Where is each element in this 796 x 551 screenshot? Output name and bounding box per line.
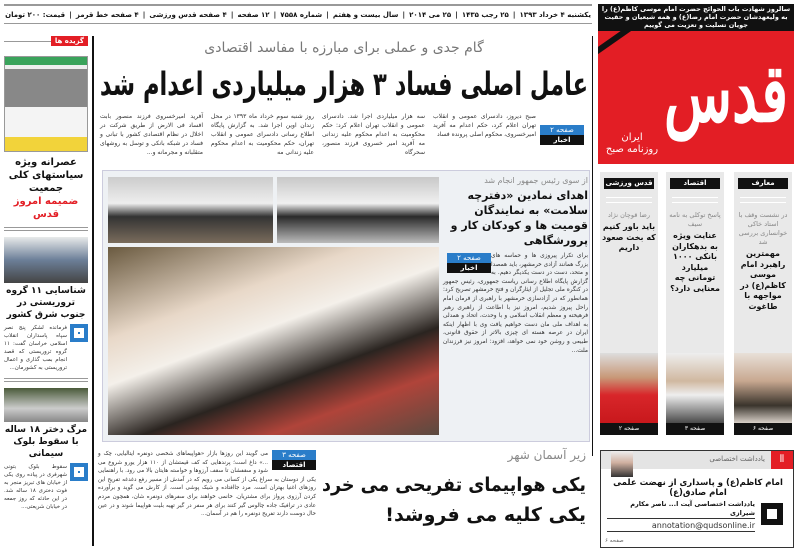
portrait-photo [734, 353, 792, 423]
card-headline: مهمترین راهبرد امام موسی کاظم(ع) در مواجهه با طاغوت [740, 249, 786, 311]
tagline-daily: روزنامه صبح [605, 144, 659, 155]
page-count: ۱۲ صفحه [237, 10, 270, 19]
lead-column: سه هزار میلیاردی اجرا شد. دادسرای عمومی و انقلاب تهران اعلام کرد: حکم محکومیت به اعدام محکوم علیه زندانی مه آفرید امیر خسروی فرزند منصور، سحرگاه [322, 113, 425, 156]
lead-kicker: گام جدی و عملی برای مبارزه با مفاسد اقتصادی [204, 40, 484, 56]
feature-photo-small [277, 177, 439, 243]
feature-kicker: از سوی رئیس جمهور انجام شد [484, 176, 588, 185]
note-page: صفحه ۶ [605, 538, 624, 544]
date-gregorian: ۲۵ می ۲۰۱۴ [409, 10, 452, 19]
feature-body-text: برای تکرار پیروزی ها و حماسه های بزرگ همانند آزادی خرمشهر، باید همصدا و متحد، دست در دست یکدیگر دهیم. به گزارش پایگاه اطلاع رسانی ریاست جمهوری، رئیس جمهور در کنگره ملی تجلیل از ایثارگران و فتح خرمشهر تصریح کرد: همانطور که در آزادسازی خرمشهر با راهبری از فرمان امام راحل پیروز شدیم، امروز نیز با اطاعت از راهبری رهبر فرهیخته و معظم انقلاب اسلامی و با وحدت، اتحاد و همدلی به اهداف ملی مان دست خواهیم یافت وی با اظهار اینکه ایران در عرصه هسته ای چیزی بالاتر از حقوق قانونی، طبیعی و روشن خود نمی خواهد، افزود: امروز نیز فرزندان ملت... [443, 253, 588, 354]
quds-emblem-icon: ⦀ [771, 451, 793, 469]
masthead-logo [598, 31, 794, 164]
item-headline[interactable]: شناسایی ۱۱ گروه تروریستی در جنوب شرق کشور [6, 286, 86, 320]
issue-number: شماره ۷۵۵۸ [280, 10, 323, 19]
badge-section: اخبار [540, 135, 584, 145]
bottom-headline[interactable] [322, 470, 586, 530]
note-headline: امام کاظم(ع) و پاسداری از نهضت علمی امام صادق(ع) [613, 478, 783, 498]
feature-photo-small [108, 177, 273, 243]
bullet-icon [70, 324, 88, 342]
card-tag: قدس ورزشی [605, 179, 653, 187]
item-photo [4, 388, 88, 422]
lead-column: روز شنبه سوم خرداد ماه ۱۳۹۳ در محل زندان اوین اجرا شد. به گزارش پایگاه اطلاع رسانی دادسرای عمومی و انقلاب تهران، حکم محکومیت به اعدام محکوم علیه زندانی مه [211, 113, 315, 156]
headline-line: یکی هواپیمای تفریحی می خرد [322, 474, 586, 496]
column-divider [592, 36, 593, 456]
mourning-notice: سالروز شهادت باب الحوائج حضرت امام موسی کاظم(ع) را به ولیعهدشان حضرت امام رضا(ع) و همه شیعیان و حقیت جویان تسلیت و تعزیت می گوییم [598, 4, 794, 31]
item-body: فرمانده لشکر پنج نصر سپاه پاسداران انقلاب اسلامی خراسان گفت: ۱۱ گروه تروریستی که قصد انجام بمب گذاری و اعمال تروریستی به کشورمان... [4, 325, 67, 371]
lead-column: آفرید امیرخسروی فرزند منصور بابت افساد فی الارض از طریق شرکت در اخلال در نظام اقتصادی کشور با تبانی و فساد در شبکه بانکی و توسل به روشهای متقلبانه و مجرمانه و... [100, 113, 203, 156]
section-badge[interactable] [540, 125, 584, 145]
badge-section: اقتصاد [272, 460, 316, 470]
item-body: سقوط بلوک بتونی شهرفری در پیاده روی یکی از خیابان های تبریز منجر به فوت دختری ۱۸ ساله شد. در این حادثه که روز جمعه در خیابان شریعتی... [4, 464, 68, 510]
quote-icon [761, 503, 783, 525]
supplement-highlight[interactable]: ضمیمه امروز قدس [13, 196, 79, 220]
red-line-pages: ۴ صفحه خط قرمز [75, 10, 139, 19]
date-hijri: ۲۵ رجب ۱۴۳۵ [461, 10, 509, 19]
card-sub: در نشست وقف با استاد خاکی خوانساری بررسی شد [738, 211, 788, 246]
author-photo [611, 451, 633, 477]
feature-photo-main [108, 247, 439, 435]
card-headline: باید باور کنیم که بخت صعود داریم [602, 222, 656, 252]
volume: سال بیست و هفتم [332, 10, 399, 19]
note-byline: یادداشت اختصاصی آیت ا... ناصر مکارم شیرازی [607, 500, 755, 519]
note-email[interactable]: annotation@qudsonline.ir [607, 520, 755, 532]
lead-headline[interactable]: عامل اصلی فساد ۳ هزار میلیاردی اعدام شد [99, 65, 588, 103]
mourning-ribbon [598, 31, 643, 63]
headline-line: یکی کلیه می فروشد! [385, 504, 586, 526]
card-sub: رضا قوچان نژاد [607, 211, 651, 219]
bottom-body-text: می گویند این روزها بازار «هواپیماهای شخصی دونفره ایتالیایی، چک و ...» داغ است؛ پرندهایی که کف قیمتشان از ۱۱۰ هزار یورو شروع می شود و سقفشان تا سقف آرزوها و خواسته هایتان بالا می رود. با راهنمایی یکی از دوستان به سراغ یکی از کسانی می رویم که در آمدش از مسیر رفع دغدغه تفریح این روزهای اغنیا بهتران است. مرد جاافتاده و شیک پوشی است. از کارش می گوید و برآورده کردن آرزوی پرواز برای مشتریان. خانمی خواهند برای سفرهای دونفره شان، همچون مردم عادی در ترافیک جاده چالوس گیر کنند برای هر سفر در گیر تهیه بلیت هواپیما شوند و در عین حال دوست دارند تفریح دونفره را هم در آسمان... [98, 451, 316, 518]
editorial-note[interactable] [600, 450, 794, 548]
badge-page: صفحه ۲ [447, 253, 491, 263]
badge-page: صفحه ۳ [272, 450, 316, 460]
bottom-body [98, 450, 316, 519]
note-label: یادداشت اختصاصی [709, 455, 765, 463]
column-divider [92, 36, 94, 546]
lead-column: صبح دیروز، دادسرای عمومی و انقلاب تهران اعلام کرد، حکم اعدام مه آفرید امیرخسروی، محکوم اصلی پرونده فساد [433, 113, 536, 138]
card-headline: عنایت ویژه به بدهکاران بانکی ۱۰۰۰ میلیارد تومانی چه معنایی دارد؟ [670, 231, 720, 293]
dateline: یکشنبه ۴ خرداد ۱۳۹۳ | ۲۵ رجب ۱۴۳۵ | ۲۵ می ۲۰۱۴ | سال بیست و هفتم | شماره ۷۵۵۸ | ۱۲ صفحه | ۴ صفحه قدس ورزشی | ۴ صفحه خط قرمز | قیمت: ۲۰۰ تومان [4, 4, 592, 24]
feature-box [102, 170, 590, 442]
item-photo [4, 237, 88, 283]
price: قیمت: ۲۰۰ تومان [5, 10, 66, 19]
card-sub: پاسخ توکلی به نامه سیف [669, 211, 721, 228]
feature-text [443, 175, 588, 355]
highlights-label: گزیده ها [51, 36, 88, 46]
badge-page: صفحه ۲ [540, 125, 584, 135]
feature-body [443, 252, 588, 355]
sports-pages: ۴ صفحه قدس ورزشی [149, 10, 227, 19]
card-page: صفحه ۳ [666, 423, 724, 435]
note-credits [607, 500, 755, 532]
lead-body [100, 112, 536, 157]
tagline [604, 132, 660, 156]
portrait-photo [600, 353, 658, 423]
feature-headline[interactable]: اهدای نمادین «دفترچه سلامت» به نمایندگان قومیت ها و کودکان کار و پرورشگاهی [450, 189, 588, 247]
card-tag: معارف [738, 178, 788, 189]
card-tag: اقتصاد [670, 178, 720, 189]
bullet-icon [70, 463, 88, 481]
highlights-column [4, 36, 88, 511]
portrait-photo [666, 353, 724, 423]
logo-text: قدس [664, 46, 788, 140]
tagline-iran: ایران [621, 132, 643, 143]
section-badge[interactable] [447, 253, 491, 273]
item-headline[interactable]: مرگ دختر ۱۸ ساله با سقوط بلوک سیمانی [4, 425, 88, 459]
card-page: صفحه ۶ [734, 423, 792, 435]
section-badge[interactable] [272, 450, 316, 470]
supplement-thumbnail[interactable] [4, 56, 88, 152]
card-page: صفحه ۲ [600, 423, 658, 435]
supplement-headline[interactable]: عصرانه ویژه سیاستهای کلی جمعیت [8, 157, 84, 194]
date-persian: یکشنبه ۴ خرداد ۱۳۹۳ [519, 10, 591, 19]
badge-section: اخبار [447, 263, 491, 273]
bottom-kicker: زیر آسمان شهر [507, 448, 586, 462]
